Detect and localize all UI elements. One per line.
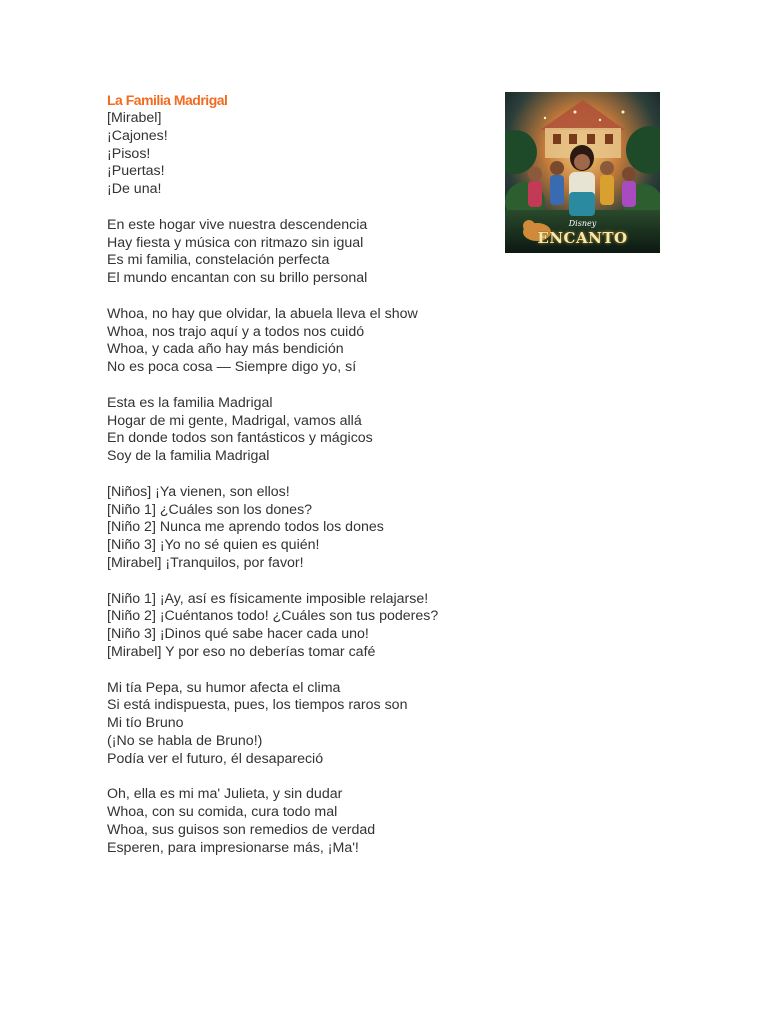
lyric-line: Mi tío Bruno [107,715,184,732]
lyric-line: [Niño 2] Nunca me aprendo todos los dones [107,519,384,536]
encanto-poster-image [505,92,660,253]
lyric-line: Oh, ella es mi ma' Julieta, y sin dudar [107,786,343,803]
lyric-line: Si está indispuesta, pues, los tiempos raros son [107,697,408,714]
lyric-line: [Niño 2] ¡Cuéntanos todo! ¿Cuáles son tus poderes? [107,608,439,625]
lyric-line: [Niño 3] ¡Dinos qué sabe hacer cada uno! [107,626,369,643]
poster-brand-logo: Disney [568,219,597,228]
lyric-line: Hogar de mi gente, Madrigal, vamos allá [107,412,362,429]
lyric-line: Whoa, con su comida, cura todo mal [107,804,338,821]
lyric-line: El mundo encantan con su brillo personal [107,270,368,287]
lyrics-body [107,110,497,857]
lyric-line: Whoa, nos trajo aquí y a todos nos cuidó [107,323,365,340]
lyric-line: (¡No se habla de Bruno!) [107,732,263,749]
lyric-line: [Niño 1] ¡Ay, así es físicamente imposible relajarse! [107,590,429,607]
lyric-line: Whoa, no hay que olvidar, la abuela lleva el show [107,305,418,322]
lyric-line: Whoa, sus guisos son remedios de verdad [107,821,376,838]
lyric-line: [Mirabel] Y por eso no deberías tomar café [107,643,376,660]
lyric-line: Hay fiesta y música con ritmazo sin igual [107,234,364,251]
lyric-line: Soy de la familia Madrigal [107,448,270,465]
stanza [107,591,497,662]
lyric-line: Esta es la familia Madrigal [107,394,273,411]
lyric-line: En donde todos son fantásticos y mágicos [107,430,373,447]
stanza [107,110,497,199]
song-title: La Familia Madrigal [107,92,228,108]
lyric-line: ¡Pisos! [107,145,151,162]
lyric-line: [Mirabel] [107,110,162,126]
lyric-line: ¡Cajones! [107,127,168,144]
lyric-line: [Niño 3] ¡Yo no sé quien es quién! [107,537,320,554]
stanza [107,786,497,857]
lyric-line: ¡Puertas! [107,163,165,180]
lyric-line: No es poca cosa — Siempre digo yo, sí [107,359,357,376]
lyric-line: Esperen, para impresionarse más, ¡Ma'! [107,839,359,856]
lyric-line: [Niño 1] ¿Cuáles son los dones? [107,501,313,518]
stanza [107,484,497,573]
stanza [107,395,497,466]
lyric-line: Es mi familia, constelación perfecta [107,252,330,269]
lyric-line: [Mirabel] ¡Tranquilos, por favor! [107,554,304,571]
lyric-line: Whoa, y cada año hay más bendición [107,341,344,358]
stanza [107,306,497,377]
lyric-line: Mi tía Pepa, su humor afecta el clima [107,679,341,696]
stanza [107,680,497,769]
lyric-line: [Niños] ¡Ya vienen, son ellos! [107,483,290,500]
lyric-line: Podía ver el futuro, él desapareció [107,750,324,767]
stanza [107,217,497,288]
lyric-line: En este hogar vive nuestra descendencia [107,216,368,233]
poster-title-logo: ENCANTO [537,229,628,247]
lyric-line: ¡De una! [107,181,162,198]
